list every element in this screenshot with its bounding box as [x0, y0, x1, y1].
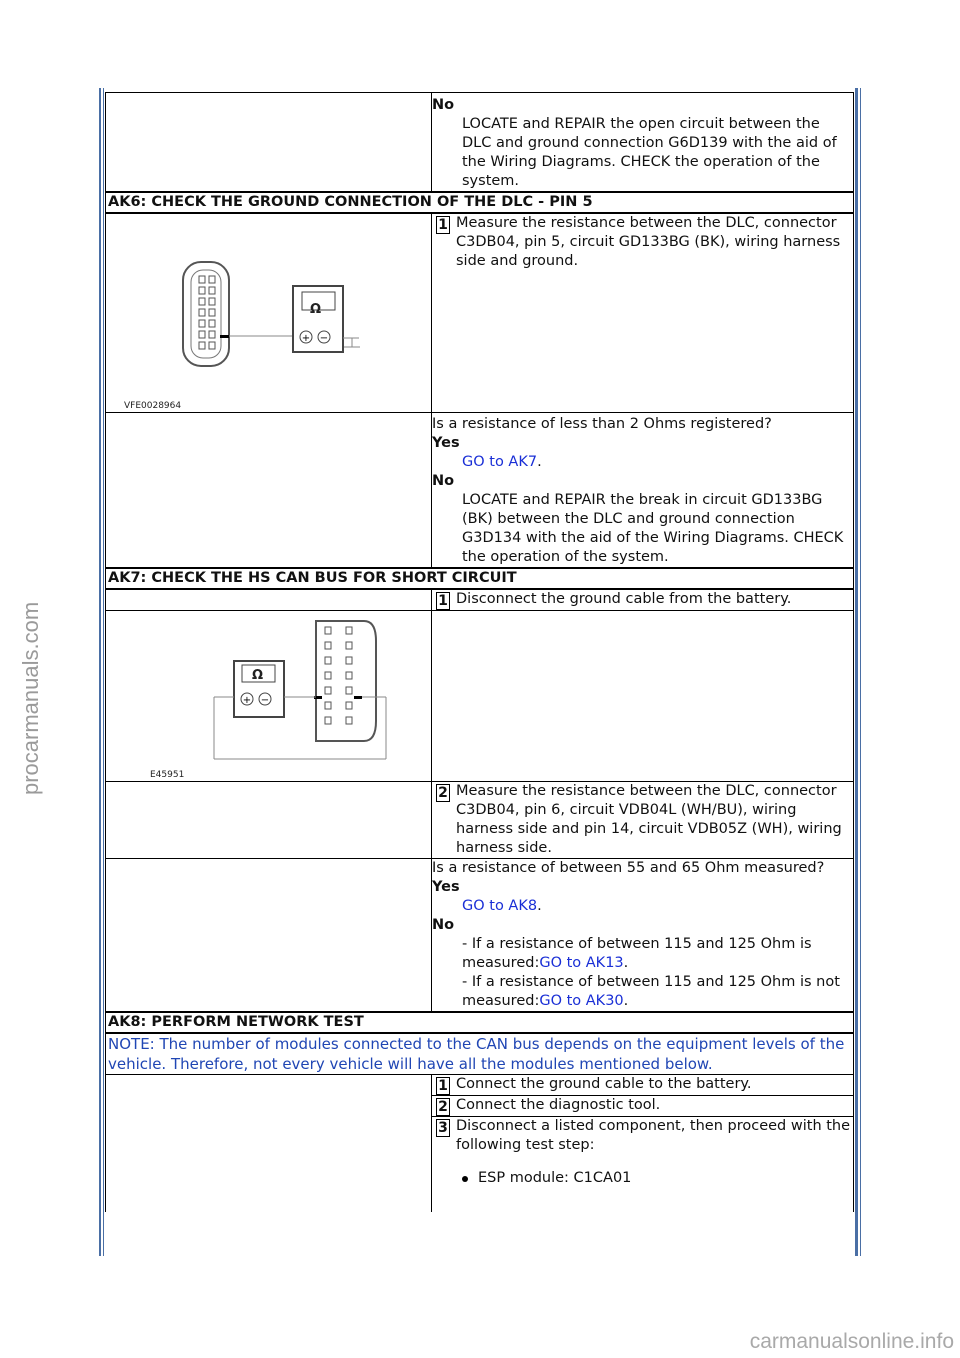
ak7-heading: AK7: CHECK THE HS CAN BUS FOR SHORT CIRCUIT: [106, 568, 854, 589]
ak6-step1-cell: [432, 213, 854, 413]
no-action-2: [432, 973, 853, 1011]
no-action-1: [432, 935, 853, 973]
ak8-heading: AK8: PERFORM NETWORK TEST: [106, 1012, 854, 1033]
yes-action: [432, 897, 853, 916]
bottom-watermark: carmanualsonline.info: [749, 1330, 954, 1353]
left-watermark: procarmanuals.com: [18, 601, 43, 795]
step-text: Disconnect a listed component, then proceed with the following test step:: [456, 1118, 851, 1153]
left-margin-line-inner: [103, 88, 104, 1256]
table-row: [106, 568, 854, 589]
ak7-step1-cell: [432, 589, 854, 611]
empty-cell: [106, 859, 432, 1013]
table-row: [106, 413, 854, 569]
bullet-icon: [462, 1176, 468, 1182]
no-label: No: [432, 917, 455, 933]
svg-text:+: +: [301, 333, 311, 344]
svg-text:−: −: [319, 333, 329, 344]
procedure-document: [105, 92, 854, 1212]
goto-link[interactable]: GO to AK8: [462, 898, 538, 914]
yes-label: Yes: [432, 435, 460, 451]
ak6-result-cell: [432, 413, 854, 569]
no-text: LOCATE and REPAIR the break in circuit GD133BG (BK) between the DLC and ground connection G3D134 with the aid of the Wiring Diagrams. CHECK the operation of the system.: [462, 492, 844, 565]
ak7-dlc-diagram: [106, 611, 431, 781]
condition-text: - If a resistance of between 115 and 125 Ohm is not measured:: [462, 974, 840, 1009]
ak8-step3-cell: [432, 1117, 854, 1213]
right-margin-line-outer: [855, 88, 858, 1256]
ak8-step1-cell: [432, 1075, 854, 1096]
suffix: .: [623, 993, 629, 1009]
table-row: [106, 192, 854, 213]
step-number: 1: [436, 592, 450, 610]
no-label: No: [432, 473, 455, 489]
empty-cell: [106, 93, 432, 193]
ak7-step2-cell: [432, 782, 854, 859]
table-row: [106, 782, 854, 859]
ak6-figure: [106, 214, 431, 412]
yes-action: [432, 453, 853, 472]
ak8-note: NOTE: The number of modules connected to the CAN bus depends on the equipment levels of the vehicle. Therefore, not every vehicle will have all the modules mentioned below.: [106, 1033, 854, 1075]
step-number: 1: [436, 216, 450, 234]
empty-cell: [106, 413, 432, 569]
ohm-symbol: Ω: [252, 668, 264, 683]
ohm-symbol: Ω: [310, 302, 322, 317]
result-cell: [432, 93, 854, 193]
goto-link[interactable]: GO to AK7: [462, 454, 538, 470]
table-row: [106, 1075, 854, 1096]
step-text: Measure the resistance between the DLC, connector C3DB04, pin 5, circuit GD133BG (BK), wiring harness side and ground.: [456, 215, 841, 269]
right-margin-line-inner: [860, 88, 861, 1256]
ak7-figure: [106, 611, 431, 781]
figure-code: E45951: [150, 770, 185, 780]
step-text: Connect the ground cable to the battery.: [456, 1076, 752, 1092]
ak8-step3: [432, 1117, 853, 1155]
ak8-step2-cell: [432, 1096, 854, 1117]
step-text: Disconnect the ground cable from the battery.: [456, 591, 792, 607]
question-text: Is a resistance of less than 2 Ohms registered?: [432, 416, 772, 432]
table-row: [106, 589, 854, 611]
ak8-step1: [432, 1075, 853, 1095]
goto-link[interactable]: GO to AK13: [539, 955, 624, 971]
svg-text:−: −: [260, 695, 270, 706]
yes-label: Yes: [432, 879, 460, 895]
step-number: 3: [436, 1119, 450, 1137]
ak7-result-cell: [432, 859, 854, 1013]
table-row: [106, 93, 854, 193]
no-label: No: [432, 97, 455, 113]
no-text: LOCATE and REPAIR the open circuit between the DLC and ground connection G6D139 with the aid of the Wiring Diagrams. CHECK the operation of the system.: [462, 116, 837, 189]
table-row: [106, 1033, 854, 1075]
empty-cell: [106, 782, 432, 859]
table-row: [106, 611, 854, 782]
condition-text: - If a resistance of between 115 and 125 Ohm is measured:: [462, 936, 812, 971]
table-row: [106, 213, 854, 413]
empty-cell: [106, 1075, 432, 1213]
list-item: [432, 1169, 853, 1188]
goto-link[interactable]: GO to AK30: [539, 993, 624, 1009]
empty-cell: [106, 589, 432, 611]
ak8-step2: [432, 1096, 853, 1116]
step-number: 2: [436, 784, 450, 802]
bullet-text: ESP module: C1CA01: [478, 1170, 632, 1186]
suffix: .: [623, 955, 629, 971]
step-number: 1: [436, 1077, 450, 1095]
ak6-dlc-diagram: [106, 214, 431, 412]
left-margin-line-outer: [99, 88, 101, 1256]
question-text: Is a resistance of between 55 and 65 Ohm measured?: [432, 860, 825, 876]
step-text: Measure the resistance between the DLC, connector C3DB04, pin 6, circuit VDB04L (WH/BU), wiring harness side and pin 14, circuit VDB05Z (WH), wiring harness side.: [456, 783, 842, 856]
ak7-figure-cell: [106, 611, 432, 782]
table-row: [106, 859, 854, 1013]
ak7-step2: [432, 782, 853, 858]
suffix: .: [537, 898, 542, 914]
suffix: .: [537, 454, 542, 470]
empty-cell: [432, 611, 854, 782]
svg-text:+: +: [242, 695, 252, 706]
table-row: [106, 1012, 854, 1033]
ak7-step1: [432, 590, 853, 610]
step-number: 2: [436, 1098, 450, 1116]
procedure-table: [105, 92, 854, 1212]
step-text: Connect the diagnostic tool.: [456, 1097, 661, 1113]
ak6-step1: [432, 214, 853, 271]
figure-code: VFE0028964: [124, 401, 182, 411]
ak6-heading: AK6: CHECK THE GROUND CONNECTION OF THE DLC - PIN 5: [106, 192, 854, 213]
ak6-figure-cell: [106, 213, 432, 413]
